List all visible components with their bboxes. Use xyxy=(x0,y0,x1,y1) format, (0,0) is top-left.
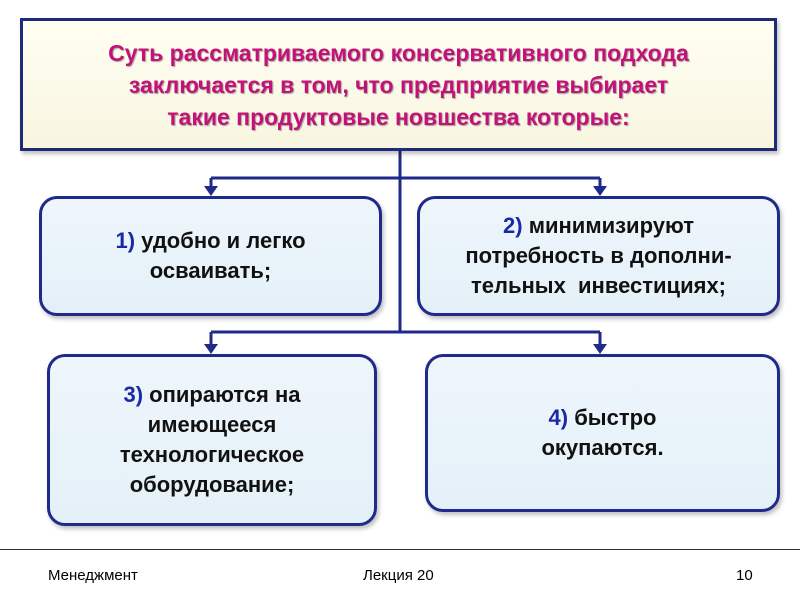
footer-lecture-label: Лекция 20 xyxy=(363,567,434,584)
footer-page-number: 10 xyxy=(736,567,753,584)
item-4-number: 4) xyxy=(548,405,569,430)
statement-line-1: Суть рассматриваемого консервативного подхода xyxy=(108,39,689,66)
item-box-2 xyxy=(417,196,780,316)
item-box-1 xyxy=(39,196,382,316)
item-2-line-1: минимизируют xyxy=(528,213,694,238)
arrow-head-item-4 xyxy=(593,344,607,354)
slide-footer xyxy=(0,549,800,601)
item-4-line-1: быстро xyxy=(574,405,657,430)
arrow-head-item-2 xyxy=(593,186,607,196)
item-2-number: 2) xyxy=(503,213,523,238)
item-2-line-3: тельных инвестициях; xyxy=(470,273,727,298)
statement-line-2: заключается в том, что предприятие выбирает xyxy=(128,71,669,98)
main-statement-box xyxy=(20,18,777,151)
item-3-line-3: технологическое xyxy=(119,442,305,467)
item-1-line-2: осваивать; xyxy=(149,258,272,283)
item-3-line-1: опираются на xyxy=(149,382,301,407)
item-2-line-2: потребность в дополни- xyxy=(465,243,732,268)
item-1-line-1: удобно и легко xyxy=(141,228,306,253)
item-3-number: 3) xyxy=(123,382,144,407)
arrow-head-item-3 xyxy=(204,344,218,354)
item-box-4 xyxy=(425,354,780,512)
item-1-number: 1) xyxy=(115,228,136,253)
item-box-3 xyxy=(47,354,377,526)
statement-line-3: такие продуктовые новшества которые: xyxy=(167,103,630,130)
footer-course-name: Менеджмент xyxy=(48,567,138,584)
arrow-head-item-1 xyxy=(204,186,218,196)
item-4-line-2: окупаются. xyxy=(541,435,664,460)
item-3-line-4: оборудование; xyxy=(129,472,295,497)
item-3-line-2: имеющееся xyxy=(147,412,277,437)
